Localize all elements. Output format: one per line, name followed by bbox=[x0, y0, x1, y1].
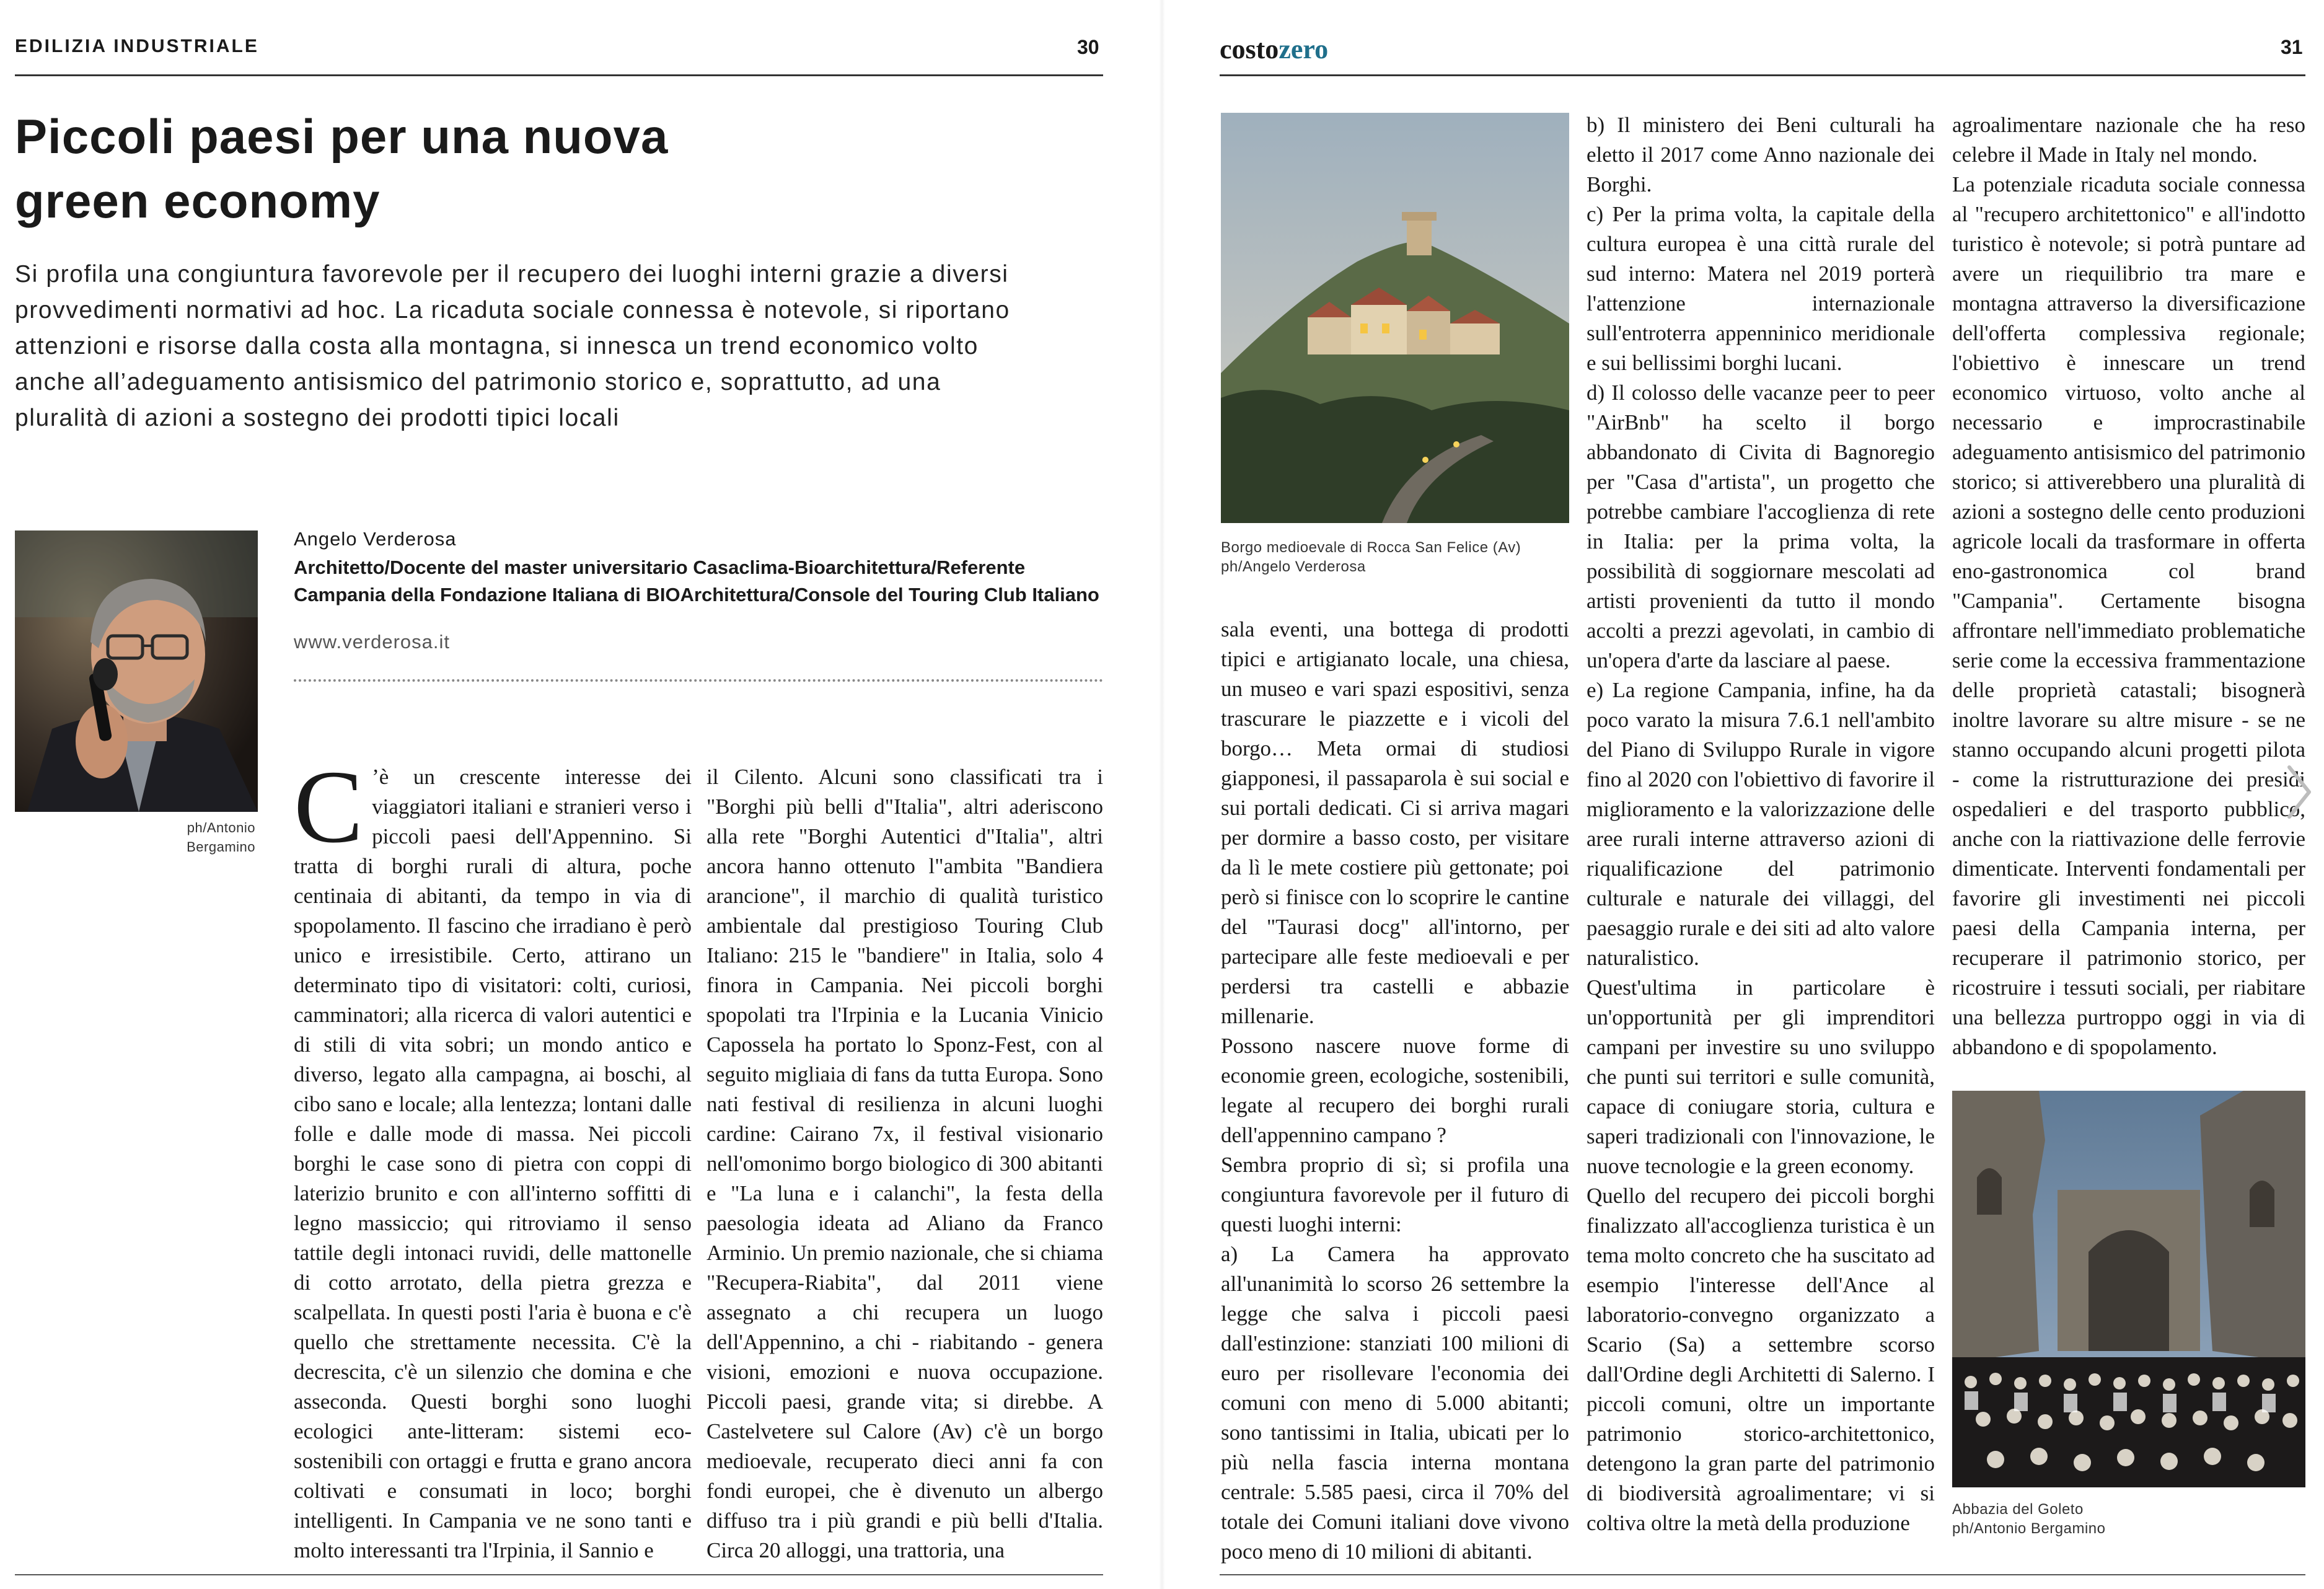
section-label: EDILIZIA INDUSTRIALE bbox=[15, 36, 259, 56]
author-photo-credit: ph/Antonio Bergamino bbox=[187, 820, 255, 855]
photo1-caption bbox=[1221, 538, 1568, 576]
body-column-5 bbox=[1952, 110, 2305, 1071]
author-photo bbox=[15, 530, 258, 812]
col3-paragraph-4: a) La Camera ha approvato all'unanimità lo scorso 26 settembre la legge che salva i piccoli paesi dall'estinzione: stanziati 100 milioni di euro per risollevare l'economia dei comuni con meno di 5.000 abitanti; sono tantissimi in Italia, ubicati per lo più nella fascia interna montana centrale: 5.585 paesi, circa il 70% del totale dei Comuni italiani dove vivono poco meno di 10 milioni di abitanti. bbox=[1221, 1242, 1569, 1564]
photo2-caption-credit: ph/Antonio Bergamino bbox=[1952, 1520, 2106, 1537]
body-column-3 bbox=[1221, 615, 1569, 1564]
col3-paragraph-3: Sembra proprio di sì; si profila una congiuntura favorevole per il futuro di questi luoghi interni: bbox=[1221, 1153, 1569, 1236]
dropcap: C bbox=[294, 749, 364, 865]
article-lead: Si profila una congiuntura favorevole per il recupero dei luoghi interni grazie a diversi provvedimenti normativi ad hoc. La ricaduta sociale connessa è notevole, si riportano attenzioni e risorse dalla costa alla montagna, si innesca un trend economico volto anche all’adeguamento antisismico del patrimonio storico e, soprattutto, ad una pluralità di azioni a sostegno dei prodotti tipici locali bbox=[15, 261, 1010, 431]
photo-rocca-san-felice bbox=[1221, 113, 1569, 523]
photo2-caption bbox=[1952, 1500, 2305, 1538]
article-title bbox=[15, 104, 1068, 233]
footer-rule-left bbox=[15, 1574, 1103, 1575]
author-role: Architetto/Docente del master universitario Casaclima-Bioarchitettura/Referente Campania della Fondazione Italiana di BIOArchitettura/Console del Touring Club Italiano bbox=[294, 557, 1099, 605]
photo1-caption-title: Borgo medioevale di Rocca San Felice (Av) bbox=[1221, 539, 1521, 556]
col1-text: ’è un crescente interesse dei viaggiatori italiani e stranieri verso i piccoli paesi dell'Appennino. Si tratta di borghi rurali di altura, poche centinaia di abitanti, da tempo in via di spopolamento. Il fascino che irradiano è però unico e irresistibile. Certo, attirano un determinato tipo di visitatori: colti, curiosi, camminatori; alla ricerca di valori autentici e di stili di vita sobri; un mondo antico e diverso, legato alla campagna, ai boschi, al cibo sano e locale; alla lentezza; lontani dalle folle e dalle mode di massa. Nei piccoli borghi le case sono di pietra con coppi di laterizio brunito e con all'interno soffitti di legno massiccio; qui ritroviamo il senso tattile degli intonaci ruvidi, delle mattonelle di cotto arrotato, della pietra grezza e scalpellata. In questi posti l'aria è buona e c'è quello che strettamente necessita. C'è la decrescita, c'è un silenzio che domina e che asseconda. Questi borghi sono luoghi ecologici ante-litteram: sistemi eco-sostenibili con ortaggi e frutta e grano ancora coltivati e consumati in loco; borghi intelligenti. In Campania ve ne sono tanti e molto interessanti tra l'Irpinia, il Sannio e bbox=[294, 765, 692, 1562]
col3-paragraph-1: sala eventi, una bottega di prodotti tipici e artigianato locale, una chiesa, un museo e vari spazi espositivi, senza trascurare le piazzette e i vicoli del borgo… Meta ormai di studiosi giapponesi, il passaparola è sui social e sui portali dedicati. Ci si arriva magari per dormire a basso costo, per visitare da lì le mete costiere più gettonate; poi però si finisce con lo scoprire le cantine del "Taurasi docg" all'intorno, per partecipare alle feste medioevali e per perdersi tra castelli e abbazie millenarie. bbox=[1221, 617, 1569, 1028]
body-column-1 bbox=[294, 749, 692, 1562]
author-divider bbox=[294, 679, 1103, 682]
brand-part-1: costo bbox=[1220, 34, 1279, 64]
col4-paragraph-2: c) Per la prima volta, la capitale della cultura europea è una città rurale del sud interno: Matera nel 2019 porterà l'attenzione internazionale sull'entroterra appenninico meridionale e sui bellissimi borghi lucani. bbox=[1587, 202, 1935, 375]
col4-paragraph-6: Quello del recupero dei piccoli borghi finalizzato all'accoglienza turistica è un tema molto concreto che ha suscitato ad esempio l'interesse dell'Ance al laboratorio-convegno organizzato a Scario (Sa) a settembre scorso dall'Ordine degli Architetti di Salerno. I piccoli comuni, oltre un importante patrimonio storico-architettonico, detengono la gran parte del patrimonio di biodiversità agroalimentare; vi si coltiva oltre la metà della produzione bbox=[1587, 1184, 1935, 1535]
page-number-left: 30 bbox=[1077, 36, 1099, 58]
header-rule-right bbox=[1220, 74, 2305, 76]
brand-part-2: zero bbox=[1279, 34, 1329, 64]
footer-rule-right bbox=[1220, 1574, 2305, 1575]
col4-paragraph-4: e) La regione Campania, infine, ha da poco varato la misura 7.6.1 nell'ambito del Piano di Sviluppo Rurale in vigore fino al 2020 con l'obiettivo di favorire il miglioramento e la valorizzazione delle aree rurali interne attraverso azioni di riqualificazione del patrimonio culturale e naturale dei villaggi, del paesaggio rurale e dei siti ad alto valore naturalistico. bbox=[1587, 678, 1935, 970]
col5-paragraph-1: agroalimentare nazionale che ha reso celebre il Made in Italy nel mondo. bbox=[1952, 113, 2305, 167]
title-line-2: green economy bbox=[15, 174, 381, 228]
photo2-caption-title: Abbazia del Goleto bbox=[1952, 1501, 2084, 1518]
author-photo-image bbox=[15, 530, 258, 812]
col4-paragraph-3: d) Il colosso delle vacanze peer to peer "AirBnb" ha scelto il borgo abbandonato di Civita di Bagnoregio per "Casa d"artista", un progetto che potrebbe cambiare l'accoglienza di rete in Italia: per la prima volta, la possibilità di soggiornare mescolati ad artisti provenienti da tutto il mondo accolti a prezzi agevolati, in cambio di un'opera d'arte da lasciare al paese. bbox=[1587, 381, 1935, 672]
chevron-right-icon bbox=[2283, 761, 2314, 823]
page-number-right: 31 bbox=[2281, 36, 2303, 58]
col4-paragraph-5: Quest'ultima in particolare è un'opportunità per gli imprenditori campani per investire su uno sviluppo che punti sui territori e sulle comunità, capace di coniugare storia, cultura e saperi tradizionali con l'innovazione, le nuove tecnologie e la green economy. bbox=[1587, 975, 1935, 1178]
col5-paragraph-2: La potenziale ricaduta sociale connessa al "recupero architettonico" e all'indotto turistico è notevole; si potrà puntare ad avere un riequilibrio tra mare e montagna attraverso la diversificazione dell'offerta complessiva regionale; l'obiettivo è innescare un trend economico virtuoso, volto anche al necessario e improcrastinabile adeguamento antisismico del patrimonio storico; si attiverebbero una pluralità di azioni a sostegno delle cento produzioni agricole locali da trasformare in offerta eno-gastronomica col brand "Campania". Certamente bisogna affrontare nell'immediato problematiche serie come la eccessiva frammentazione delle proprietà catastali; bisognerà inoltre lavorare su altre misure - se ne stanno occupando alcuni progetti pilota - come la ristrutturazione dei presidi ospedalieri e del trasporto pubblico, anche con la riattivazione delle ferrovie dimenticate. Interventi fondamentali per favorire gli investimenti nei piccoli paesi della Campania interna, per recuperare il patrimonio storico, per ricostruire i tessuti sociali, per riabitare una bellezza purtroppo oggi in via di abbandono e di spopolamento. bbox=[1952, 172, 2305, 1059]
page-gutter bbox=[1159, 0, 1165, 1589]
author-website[interactable]: www.verderosa.it bbox=[294, 631, 451, 653]
photo-abbazia-goleto bbox=[1952, 1091, 2305, 1487]
col4-paragraph-1: b) Il ministero dei Beni culturali ha eletto il 2017 come Anno nazionale dei Borghi. bbox=[1587, 113, 1935, 196]
village-photo-image bbox=[1221, 113, 1569, 523]
body-column-4 bbox=[1587, 110, 1935, 1542]
abbey-photo-image bbox=[1952, 1091, 2305, 1487]
body-column-2: il Cilento. Alcuni sono classificati tra i "Borghi più belli d"Italia", altri aderiscono alla rete "Borghi Autentici d"Italia", altri ancora hanno ottenuto l"ambita "Bandiera arancione", il marchio di qualità turistico ambientale dal prestigioso Touring Club Italiano: 215 le "bandiere" in Italia, solo 4 finora in Campania. Nei piccoli borghi spopolati tra l'Irpinia e la Lucania Vinicio Capossela ha portato lo Sponz-Fest, con al seguito migliaia di fans da tutta Europa. Sono nati festival di resilienza in alcuni luoghi cardine: Cairano 7x, il festival visionario nell'omonimo borgo biologico di 300 abitanti e "La luna e i calanchi", la festa della paesologia ideata ad Aliano da Franco Arminio. Un premio nazionale, che si chiama "Recupera-Riabita", dal 2011 viene assegnato a chi recupera un luogo dell'Appennino, a chi - riabitando - genera visioni, emozioni e nuova occupazione. Piccoli paesi, grande vita; si direbbe. A Castelvetere sul Calore (Av) c'è un borgo medioevale, recuperato dieci anni fa con fondi europei, che è divenuto un albergo diffuso tra i più grandi e più belli d'Italia. Circa 20 alloggi, una trattoria, una bbox=[706, 765, 1103, 1562]
title-line-1: Piccoli paesi per una nuova bbox=[15, 109, 669, 164]
header-rule-left bbox=[15, 74, 1103, 76]
author-name: Angelo Verderosa bbox=[294, 528, 457, 550]
next-page-button[interactable] bbox=[2283, 761, 2314, 823]
magazine-brand bbox=[1220, 33, 1328, 65]
col3-paragraph-2: Possono nascere nuove forme di economie green, ecologiche, sostenibili, legate al recupero dei borghi rurali dell'appennino campano ? bbox=[1221, 1034, 1569, 1147]
photo1-caption-credit: ph/Angelo Verderosa bbox=[1221, 558, 1366, 575]
